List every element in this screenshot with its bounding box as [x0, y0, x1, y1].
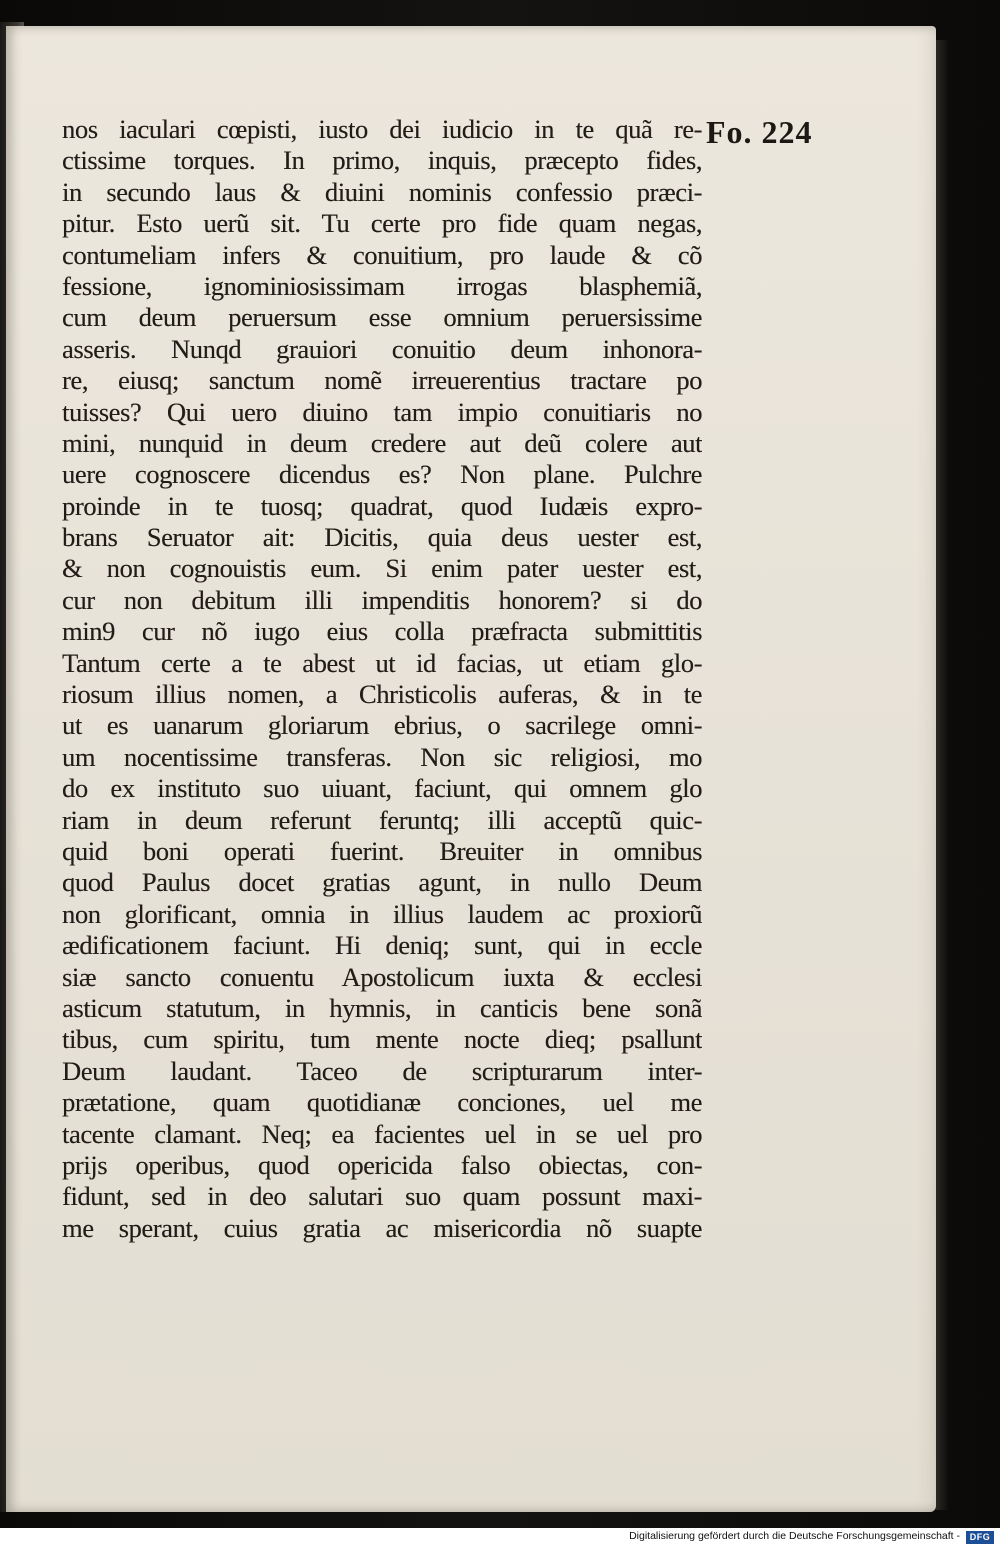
text-line: asticum statutum, in hymnis, in canticis bene sonã — [62, 992, 702, 1023]
dfg-logo: DFG — [966, 1531, 994, 1544]
footer-bar — [0, 1528, 1000, 1547]
text-line: nos iaculari cœpisti, iusto dei iudicio in te quã re- — [62, 114, 702, 144]
folio-number: Fo. 224 — [706, 114, 813, 150]
text-line: brans Seruator ait: Dicitis, quia deus uester est, — [62, 522, 702, 553]
text-line: do ex instituto suo uiuant, faciunt, qui omnem glo — [62, 773, 702, 804]
text-line: contumeliam infers & conuitium, pro laude & cõ — [62, 239, 702, 270]
text-line: non glorificant, omnia in illius laudem ac proxiorũ — [62, 898, 702, 929]
text-line: tuisses? Qui uero diuino tam impio conuitiaris no — [62, 396, 702, 427]
text-line: fidunt, sed in deo salutari suo quam possunt maxi- — [62, 1181, 702, 1212]
book-page — [6, 26, 936, 1512]
text-line: pitur. Esto uerũ sit. Tu certe pro fide quam negas, — [62, 208, 702, 239]
text-line: cum deum peruersum esse omnium peruersissime — [62, 302, 702, 333]
text-line: me sperant, cuius gratia ac misericordia nõ suapte — [62, 1212, 702, 1243]
text-line: riosum illius nomen, a Christicolis auferas, & in te — [62, 679, 702, 710]
text-line: asseris. Nunqd grauiori conuitio deum inhonora- — [62, 333, 702, 364]
text-line: Tantum certe a te abest ut id facias, ut etiam glo- — [62, 647, 702, 678]
text-line: quid boni operati fuerint. Breuiter in omnibus — [62, 835, 702, 866]
text-line: fessione, ignominiosissimam irrogas blasphemiã, — [62, 270, 702, 301]
text-line: siæ sancto conuentu Apostolicum iuxta & ecclesi — [62, 961, 702, 992]
text-line: prætatione, quam quotidianæ conciones, uel me — [62, 1087, 702, 1118]
text-line: uere cognoscere dicendus es? Non plane. Pulchre — [62, 459, 702, 490]
text-line: re, eiusq; sanctum nomẽ irreuerentius tractare po — [62, 365, 702, 396]
text-line: ut es uanarum gloriarum ebrius, o sacrilege omni- — [62, 710, 702, 741]
text-line: min9 cur nõ iugo eius colla præfracta submittitis — [62, 616, 702, 647]
page-edge — [936, 40, 948, 1510]
text-line: in secundo laus & diuini nominis confessio præci- — [62, 176, 702, 207]
body-text — [62, 114, 702, 1244]
text-line: proinde in te tuosq; quadrat, quod Iudæis expro- — [62, 490, 702, 521]
text-line: & non cognouistis eum. Si enim pater uester est, — [62, 553, 702, 584]
text-line: ctissime torques. In primo, inquis, præcepto fides, — [62, 145, 702, 176]
text-line: mini, nunquid in deum credere aut deũ colere aut — [62, 427, 702, 458]
text-line: prijs operibus, quod opericida falso obiectas, con- — [62, 1149, 702, 1180]
text-line: ædificationem faciunt. Hi deniq; sunt, qui in eccle — [62, 930, 702, 961]
text-line: riam in deum referunt feruntq; illi acceptũ quic- — [62, 804, 702, 835]
text-line: um nocentissime transferas. Non sic religiosi, mo — [62, 741, 702, 772]
funding-credit: Digitalisierung gefördert durch die Deutsche Forschungsgemeinschaft - — [629, 1530, 960, 1542]
text-line: tibus, cum spiritu, tum mente nocte dieq; psallunt — [62, 1024, 702, 1055]
text-line: cur non debitum illi impenditis honorem? si do — [62, 584, 702, 615]
text-line: quod Paulus docet gratias agunt, in nullo Deum — [62, 867, 702, 898]
text-line: tacente clamant. Neq; ea facientes uel in se uel pro — [62, 1118, 702, 1149]
text-line: Deum laudant. Taceo de scripturarum inter- — [62, 1055, 702, 1086]
